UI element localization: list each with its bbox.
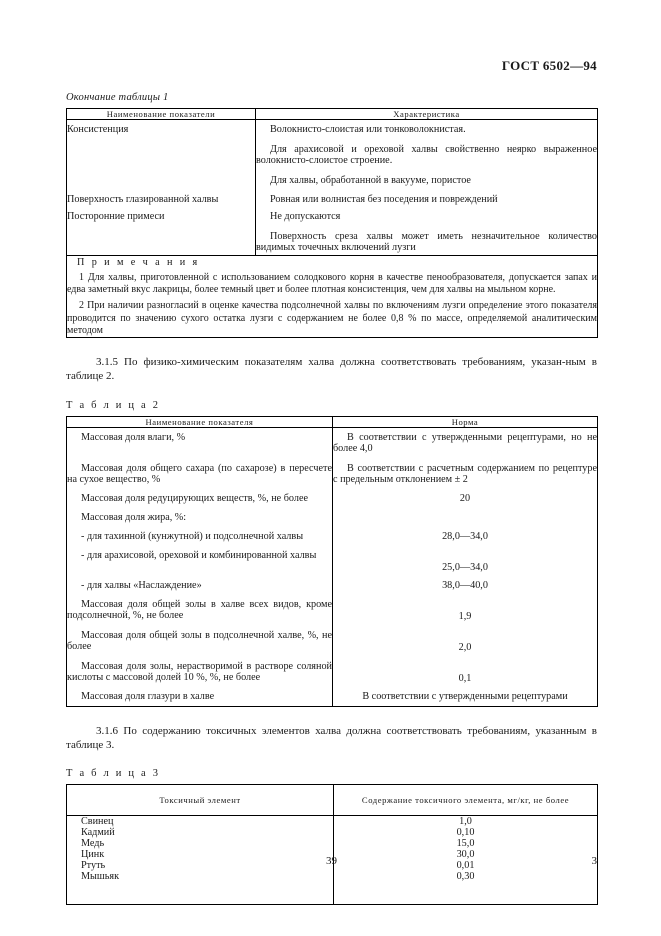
table1-notes-row — [67, 256, 598, 338]
table2-cell-name: - для халвы «Наслаждение» — [67, 575, 333, 593]
table2-header-name: Наименование показателя — [67, 416, 333, 427]
table-row — [67, 456, 598, 487]
table-row — [67, 427, 598, 456]
table-row — [67, 120, 598, 189]
table1-cell-name: Консистенция — [67, 120, 256, 189]
table2-cell-name: Массовая доля общей золы в подсолнечной халве, %, не более — [67, 624, 333, 655]
table2-cell-name: - для тахинной (кунжутной) и подсолнечной халвы — [67, 525, 333, 544]
notes-title: П р и м е ч а н и я — [77, 257, 200, 268]
table-row — [67, 686, 598, 707]
table2-cell-value: В соответствии с утвержденными рецептурами, но не более 4,0 — [333, 427, 598, 456]
table2-cell-value: 25,0—34,0 — [333, 544, 598, 575]
paragraph-3-1-6: 3.1.6 По содержанию токсичных элементов халва должна соответствовать требованиям, указанным в таблице 3. — [66, 724, 597, 751]
table1-cell-name: Посторонние примеси — [67, 207, 256, 256]
table2-cell-name: - для арахисовой, ореховой и комбинированной халвы — [67, 544, 333, 575]
table1-cell-characteristic: Ровная или волнистая без поседения и повреждений — [256, 188, 598, 207]
table2-cell-name: Массовая доля общей золы в халве всех видов, кроме подсолнечной, %, не более — [67, 593, 333, 624]
table-row — [67, 593, 598, 624]
table1-caption: Окончание таблицы 1 — [66, 92, 169, 103]
table2-cell-value: 38,0—40,0 — [333, 575, 598, 593]
table2-cell-value: 1,9 — [333, 593, 598, 624]
list-item: 0,30 — [456, 871, 475, 883]
table2-cell-value: 28,0—34,0 — [333, 525, 598, 544]
note-item: 2 При наличии разногласий в оценке качества подсолнечной халвы по включениям лузги определение этого показателя проводится по значению сухого остатка лузги с содержанием не более 0,8 % по массе, определяемой аналитическим методом — [67, 300, 597, 336]
table-row — [67, 544, 598, 575]
table1-notes — [67, 256, 598, 338]
page-content — [66, 92, 597, 905]
table-row — [67, 575, 598, 593]
table2-cell-name: Массовая доля влаги, % — [67, 427, 333, 456]
table-row — [67, 624, 598, 655]
table3-values-list — [334, 816, 598, 905]
table1-header-row — [67, 109, 598, 120]
list-item: 0,01 — [456, 860, 475, 872]
table2-cell-value: В соответствии с расчетным содержанием по рецептуре с предельным отклонением ± 2 — [333, 456, 598, 487]
table2-header-row — [67, 416, 598, 427]
table3-header-element: Токсичный элемент — [67, 785, 334, 816]
table-2 — [66, 416, 598, 707]
table3-header-content: Содержание токсичного элемента, мг/кг, не более — [334, 785, 598, 816]
list-item: Ртуть — [81, 860, 106, 872]
table3-header-row — [67, 785, 598, 816]
list-item: Свинец — [81, 816, 114, 828]
table-row — [67, 506, 598, 525]
list-item: Мышьяк — [81, 871, 120, 883]
table2-cell-value: 0,1 — [333, 655, 598, 686]
table-3 — [66, 784, 598, 905]
element-value-list — [334, 816, 597, 882]
table-row — [67, 188, 598, 207]
list-item: 0,10 — [456, 827, 475, 839]
list-item: Медь — [81, 838, 105, 850]
table2-header-norm: Норма — [333, 416, 598, 427]
table2-cell-name: Массовая доля общего сахара (по сахарозе) в пересчете на сухое вещество, % — [67, 456, 333, 487]
table3-label: Т а б л и ц а 3 — [66, 768, 161, 780]
table2-cell-value — [333, 506, 598, 525]
table-row — [67, 207, 598, 256]
table2-cell-value: 20 — [333, 487, 598, 506]
list-item: Кадмий — [81, 827, 115, 839]
standard-number: ГОСТ 6502—94 — [501, 58, 597, 73]
table2-cell-value: 2,0 — [333, 624, 598, 655]
table2-label: Т а б л и ц а 2 — [66, 399, 161, 411]
list-item: 1,0 — [459, 816, 472, 828]
paragraph-3-1-5: 3.1.5 По физико-химическим показателям халва должна соответствовать требованиям, указан-ным в таблице 2. — [66, 355, 597, 383]
list-item: 30,0 — [456, 849, 475, 861]
table2-cell-name: Массовая доля редуцирующих веществ, %, не более — [67, 487, 333, 506]
table1-header-characteristic: Характеристика — [256, 109, 598, 120]
table-row — [67, 525, 598, 544]
table2-cell-name: Массовая доля глазури в халве — [67, 686, 333, 707]
list-item: 15,0 — [456, 838, 475, 850]
table1-cell-characteristic: Не допускаются Поверхность среза халвы может иметь незначительное количество видимых точечных включений лузги — [256, 207, 598, 256]
table1-cell-name: Поверхность глазированной халвы — [67, 188, 256, 207]
table-1 — [66, 108, 598, 338]
table1-header-name: Наименование показатели — [67, 109, 256, 120]
table2-cell-name: Массовая доля золы, нерастворимой в растворе соляной кислоты с массовой долей 10 %, %, не более — [67, 655, 333, 686]
table-row — [67, 487, 598, 506]
table2-cell-value: В соответствии с утвержденными рецептурами — [333, 686, 598, 707]
table2-cell-name: Массовая доля жира, %: — [67, 506, 333, 525]
table1-cell-characteristic: Волокнисто-слоистая или тонковолокнистая. Для арахисовой и ореховой халвы свойственно неярко выраженное волокнисто-слоистое строение. Для халвы, обработанной в вакууме, пористое — [256, 120, 598, 189]
list-item: Цинк — [81, 849, 105, 861]
element-name-list — [67, 816, 333, 882]
footer-page-number-right: 3 — [591, 855, 597, 867]
table3-elements-list — [67, 816, 334, 905]
footer-page-number-left: 39 — [326, 855, 337, 867]
table-row — [67, 655, 598, 686]
note-item: 1 Для халвы, приготовленной с использованием солодкового корня в качестве пенообразователя, допускается запах и едва заметный вкус лакрицы, более темный цвет и более плотная консистенция, чем для халвы на мыльном корне. — [67, 272, 597, 296]
